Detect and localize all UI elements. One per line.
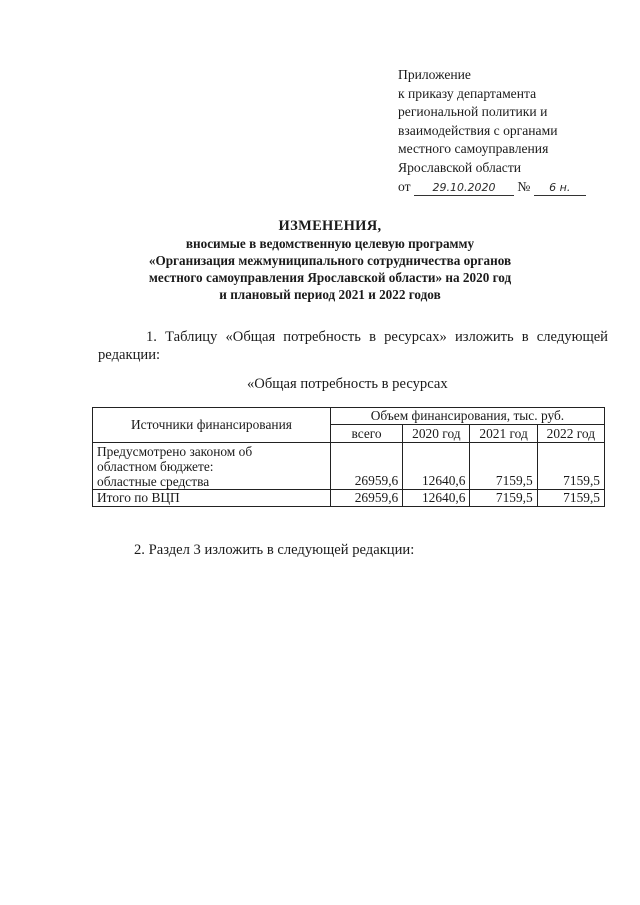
number-prefix: № — [517, 178, 531, 194]
cell-2021: 7159,5 — [470, 490, 537, 507]
appendix-line: Приложение — [398, 67, 471, 82]
paragraph-1: 1. Таблицу «Общая потребность в ресурсах» изложить в следующей редакции: — [98, 329, 608, 363]
table-row — [93, 490, 605, 507]
appendix-line: региональной политики и — [398, 104, 548, 120]
header-2021: 2021 год — [470, 425, 537, 443]
heading-title: ИЗМЕНЕНИЯ, — [278, 218, 382, 234]
cell-2022: 7159,5 — [537, 490, 604, 507]
header-total: всего — [330, 425, 402, 443]
table-caption: «Общая потребность в ресурсах — [247, 376, 448, 392]
document-heading — [120, 218, 540, 303]
date-number-line — [398, 178, 613, 197]
appendix-block — [398, 66, 613, 196]
paragraph-2: 2. Раздел 3 изложить в следующей редакции: — [134, 542, 415, 558]
header-volume: Объем финансирования, тыс. руб. — [330, 408, 604, 425]
header-2022: 2022 год — [537, 425, 604, 443]
row-label — [93, 443, 331, 490]
cell-2020: 12640,6 — [403, 490, 470, 507]
row-label-line: областные средства — [97, 474, 210, 489]
heading-line: «Организация межмуниципального сотрудничества органов — [148, 253, 512, 268]
row-label-line: областном бюджете: — [97, 459, 214, 474]
heading-line: вносимые в ведомственную целевую программу — [185, 236, 475, 251]
table-row — [93, 443, 605, 490]
cell-total: 26959,6 — [330, 490, 402, 507]
table-header-row — [93, 408, 605, 425]
heading-line: местного самоуправления Ярославской области» на 2020 год — [148, 270, 512, 285]
cell-total: 26959,6 — [330, 443, 402, 490]
resources-table — [92, 407, 605, 507]
header-2020: 2020 год — [403, 425, 470, 443]
cell-2020: 12640,6 — [403, 443, 470, 490]
heading-line: и плановый период 2021 и 2022 годов — [219, 287, 441, 302]
appendix-line: к приказу департамента — [398, 85, 537, 101]
appendix-line: Ярославской области — [398, 159, 522, 175]
row-label-line: Предусмотрено законом об — [97, 444, 253, 459]
handwritten-date: 29.10.2020 — [414, 180, 514, 196]
cell-2022: 7159,5 — [537, 443, 604, 490]
appendix-line: взаимодействия с органами — [398, 122, 558, 138]
cell-2021: 7159,5 — [470, 443, 537, 490]
header-source: Источники финансирования — [93, 408, 331, 443]
date-prefix: от — [398, 178, 411, 194]
row-label: Итого по ВЦП — [93, 490, 331, 507]
handwritten-number: 6 н. — [534, 180, 586, 196]
appendix-line: местного самоуправления — [398, 141, 549, 157]
